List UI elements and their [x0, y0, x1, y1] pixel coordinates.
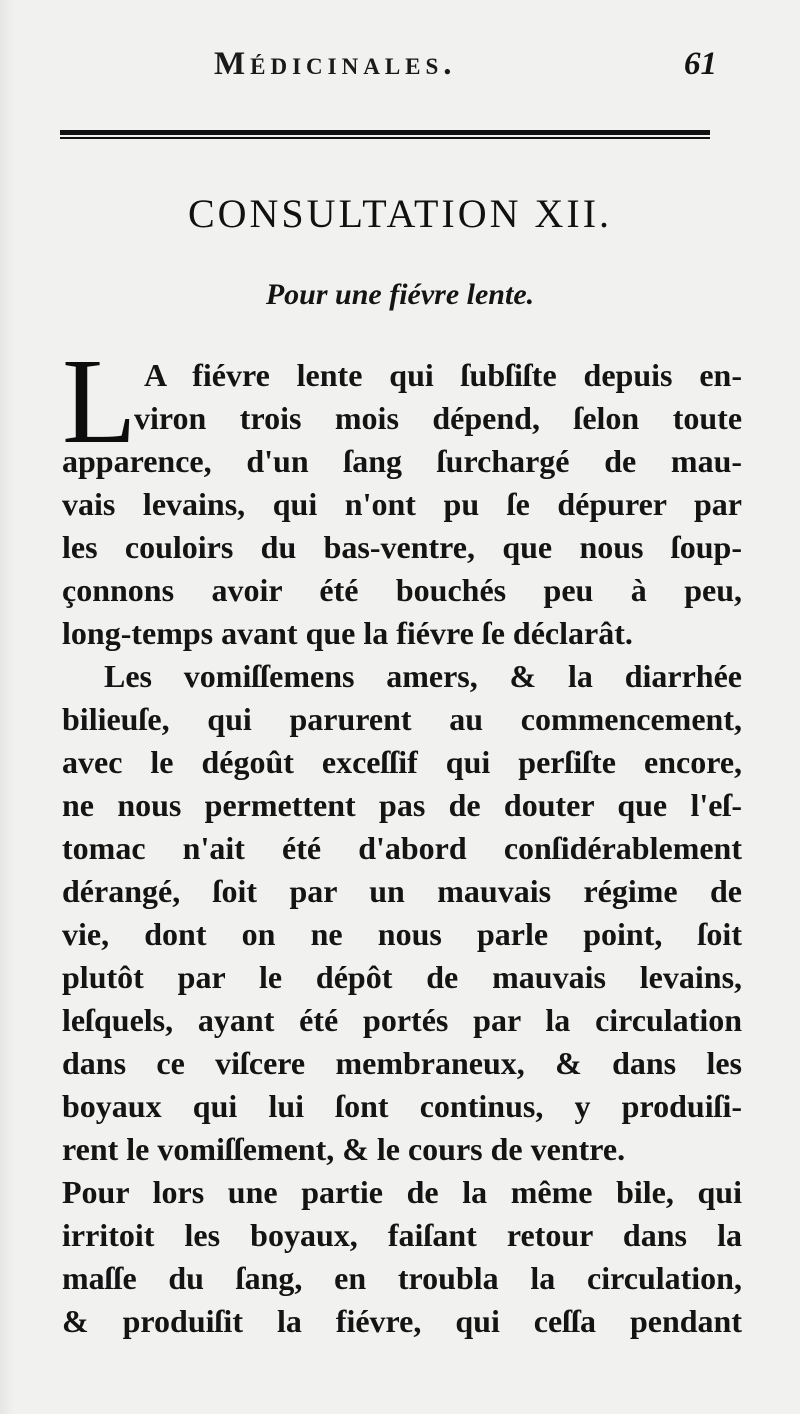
- text-line: plutôt par le dépôt de mauvais levains,: [62, 959, 743, 995]
- text-line: Pour lors une partie de la même bile, qui: [62, 1174, 742, 1210]
- text-line: apparence, d'un ſang ſurchargé de mau-: [62, 443, 743, 479]
- text-line: vais levains, qui n'ont pu ſe dépurer par: [62, 486, 742, 522]
- consultation-title: CONSULTATION XII.: [187, 191, 613, 236]
- text-line: boyaux qui lui ſont continus, y produiſi-: [62, 1088, 743, 1124]
- text-line: les couloirs du bas-ventre, que nous ſoup-: [62, 529, 742, 565]
- text-line: dérangé, ſoit par un mauvais régime de: [62, 873, 743, 909]
- text-line: viron trois mois dépend, ſelon toute: [134, 400, 743, 436]
- text-line: maſſe du ſang, en troubla la circulation,: [62, 1260, 742, 1296]
- text-line: bilieuſe, qui parurent au commencement,: [62, 701, 742, 737]
- text-line: çonnons avoir été bouchés peu à peu,: [62, 572, 742, 608]
- consultation-subtitle: Pour une fiévre lente.: [265, 278, 535, 311]
- drop-cap: L: [62, 334, 137, 469]
- text-line: tomac n'ait été d'abord conſidérablement: [62, 830, 743, 866]
- text-line: vie, dont on ne nous parle point, ſoit: [62, 916, 742, 952]
- page-number: 61: [684, 46, 717, 82]
- text-line: dans ce viſcere membraneux, & dans les: [62, 1045, 743, 1081]
- text-line: leſquels, ayant été portés par la circulation: [62, 1002, 743, 1038]
- text-line: ne nous permettent pas de douter que l'eſ-: [62, 787, 742, 823]
- text-line: A fiévre lente qui ſubſiſte depuis en-: [144, 357, 742, 393]
- text-line: rent le vomiſſement, & le cours de ventre.: [62, 1131, 626, 1167]
- text-line: avec le dégoût exceſſif qui perſiſte encore,: [62, 744, 743, 780]
- text-line: Les vomiſſemens amers, & la diarrhée: [104, 658, 742, 694]
- running-head: Médicinales.: [214, 46, 457, 82]
- text-line: irritoit les boyaux, faiſant retour dans la: [62, 1217, 742, 1253]
- header-rule: [60, 130, 710, 139]
- text-line: & produiſit la fiévre, qui ceſſa pendant: [62, 1303, 743, 1339]
- text-line: long-temps avant que la fiévre ſe déclarât.: [62, 615, 633, 651]
